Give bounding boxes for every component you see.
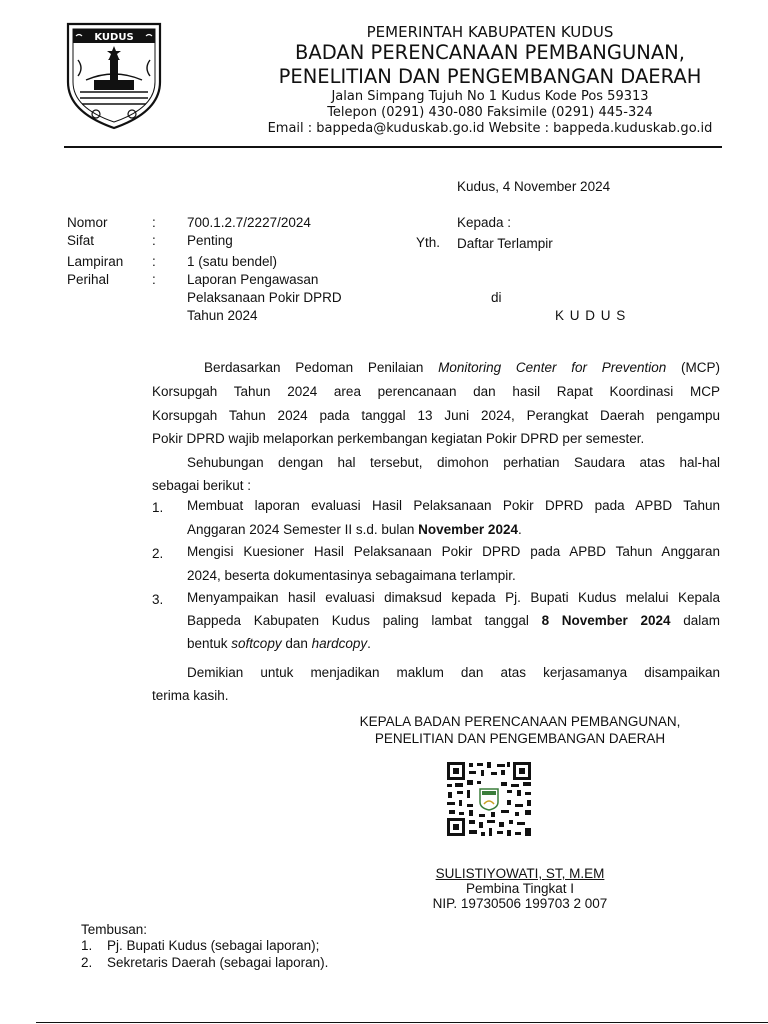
perihal-colon: : xyxy=(152,272,156,287)
nomor-colon: : xyxy=(152,215,156,230)
header-line2: BADAN PERENCANAAN PEMBANGUNAN, xyxy=(295,41,685,64)
list-item-number: 3. xyxy=(152,592,164,607)
sifat-label: Sifat xyxy=(67,233,95,248)
list-item-number: 1. xyxy=(81,938,93,953)
header-contact: Email : bappeda@kuduskab.go.id Website : bappeda.kuduskab.go.id xyxy=(267,121,713,136)
sifat-value: Penting xyxy=(187,233,233,248)
nomor-label: Nomor xyxy=(67,215,108,230)
list-item-1-line2: Anggaran 2024 Semester II s.d. bulan November 2024. xyxy=(187,522,522,537)
footer-line xyxy=(36,1022,768,1023)
header-line1: PEMERINTAH KABUPATEN KUDUS xyxy=(366,23,614,41)
p1-line4: Pokir DPRD wajib melaporkan perkembangan kegiatan Pokir DPRD per semester. xyxy=(152,431,645,446)
list-item-number: 2. xyxy=(152,546,164,561)
recipient-name: Daftar Terlampir xyxy=(457,236,553,251)
cc-item-1: Pj. Bupati Kudus (sebagai laporan); xyxy=(107,938,320,953)
list-item-2-line2: 2024, beserta dokumentasinya sebagaimana terlampir. xyxy=(187,568,516,583)
list-item-3-line3: bentuk softcopy dan hardcopy. xyxy=(187,636,371,651)
qr-code-icon xyxy=(445,760,533,838)
list-item-1-line1: Membuat laporan evaluasi Hasil Pelaksanaan Pokir DPRD pada APBD Tahun xyxy=(187,498,720,513)
list-item-3-line1: Menyampaikan hasil evaluasi dimaksud kepada Pj. Bupati Kudus melalui Kepala xyxy=(187,590,720,605)
signature-title2: PENELITIAN DAN PENGEMBANGAN DAERAH xyxy=(374,731,666,746)
list-item-number: 2. xyxy=(81,955,93,970)
p2-line1: Sehubungan dengan hal tersebut, dimohon perhatian Saudara atas hal-hal xyxy=(187,455,720,470)
recipient-city: K U D U S xyxy=(555,308,627,323)
letter-date: Kudus, 4 November 2024 xyxy=(457,179,611,194)
header-address: Jalan Simpang Tujuh No 1 Kudus Kode Pos 59313 xyxy=(331,89,649,104)
signatory-rank: Pembina Tingkat I xyxy=(465,881,575,896)
kepada-label: Kepada : xyxy=(457,215,512,230)
yth-label: Yth. xyxy=(416,235,441,250)
perihal-line1: Laporan Pengawasan xyxy=(187,272,319,287)
header-phone: Telepon (0291) 430-080 Faksimile (0291) 445-324 xyxy=(327,105,653,120)
nomor-value: 700.1.2.7/2227/2024 xyxy=(187,215,311,230)
closing-line1: Demikian untuk menjadikan maklum dan atas kerjasamanya disampaikan xyxy=(187,665,720,680)
signatory-name: SULISTIYOWATI, ST, M.EM xyxy=(435,866,605,881)
perihal-label: Perihal xyxy=(67,272,110,287)
cc-title: Tembusan: xyxy=(81,922,148,937)
cc-item-2: Sekretaris Daerah (sebagai laporan). xyxy=(107,955,329,970)
p1-line2: Korsupgah Tahun 2024 area perencanaan dan hasil Rapat Koordinasi MCP xyxy=(152,384,720,399)
closing-line2: terima kasih. xyxy=(152,688,229,703)
header-divider xyxy=(64,146,722,148)
lampiran-colon: : xyxy=(152,254,156,269)
p2-line2: sebagai berikut : xyxy=(152,478,252,493)
p1-line1: Berdasarkan Pedoman Penilaian Monitoring Center for Prevention (MCP) xyxy=(204,360,720,375)
sifat-colon: : xyxy=(152,233,156,248)
signature-title1: KEPALA BADAN PERENCANAAN PEMBANGUNAN, xyxy=(359,714,681,729)
signatory-nip: NIP. 19730506 199703 2 007 xyxy=(432,896,608,911)
header-line3: PENELITIAN DAN PENGEMBANGAN DAERAH xyxy=(278,65,702,88)
list-item-number: 1. xyxy=(152,500,164,515)
crest-label: KUDUS xyxy=(94,32,134,43)
p1-line3: Korsupgah Tahun 2024 pada tanggal 13 Juni 2024, Perangkat Daerah pengampu xyxy=(152,408,720,423)
recipient-di: di xyxy=(491,290,502,305)
list-item-2-line1: Mengisi Kuesioner Hasil Pelaksanaan Pokir DPRD pada APBD Tahun Anggaran xyxy=(187,544,720,559)
lampiran-label: Lampiran xyxy=(67,254,124,269)
kudus-crest-icon xyxy=(64,20,164,132)
lampiran-value: 1 (satu bendel) xyxy=(187,254,278,269)
list-item-3-line2: Bappeda Kabupaten Kudus paling lambat tanggal 8 November 2024 dalam xyxy=(187,613,720,628)
perihal-line2: Pelaksanaan Pokir DPRD xyxy=(187,290,342,305)
perihal-line3: Tahun 2024 xyxy=(187,308,258,323)
